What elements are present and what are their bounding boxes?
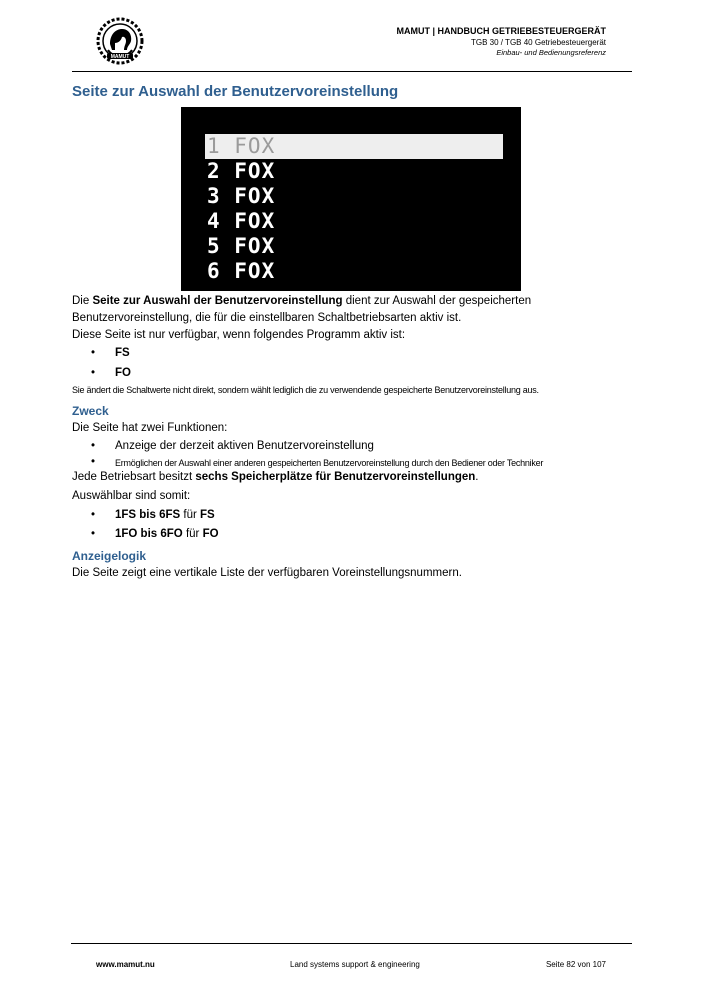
intro-paragraph-line2: Benutzervoreinstellung, die für die einstellbaren Schaltbetriebsarten aktiv ist.	[72, 312, 462, 324]
note-text: Sie ändert die Schaltwerte nicht direkt, sondern wählt lediglich die zu verwendende gespeicherte Benutzervoreinstellung aus.	[72, 385, 539, 395]
display-row: 3 FOX	[207, 184, 276, 208]
zweck-intro: Die Seite hat zwei Funktionen:	[72, 422, 228, 434]
mamut-logo	[94, 16, 146, 66]
section-heading-zweck: Zweck	[72, 404, 109, 418]
intro-paragraph: Die Seite zur Auswahl der Benutzervoreinstellung dient zur Auswahl der gespeicherten	[72, 295, 532, 307]
footer-divider	[71, 943, 632, 944]
header-divider	[72, 71, 632, 72]
availability-text: Diese Seite ist nur verfügbar, wenn folgendes Programm aktiv ist:	[72, 329, 406, 341]
header-title: MAMUT | HANDBUCH GETRIEBESTEUERGERÄT	[396, 26, 606, 36]
program-item: FS	[115, 347, 130, 359]
display-row: 4 FOX	[207, 209, 276, 233]
display-row: 6 FOX	[207, 259, 276, 283]
anzeigelogik-text: Die Seite zeigt eine vertikale Liste der verfügbaren Voreinstellungsnummern.	[72, 567, 462, 579]
display-screenshot	[181, 107, 521, 291]
footer-page-number: Seite 82 von 107	[545, 960, 606, 969]
selectable-intro: Auswählbar sind somit:	[72, 490, 191, 502]
preset-range-item: 1FS bis 6FS für FS	[115, 509, 215, 521]
program-item: FO	[115, 367, 131, 379]
function-item: Anzeige der derzeit aktiven Benutzervoreinstellung	[115, 440, 374, 452]
page-title: Seite zur Auswahl der Benutzervoreinstellung	[72, 83, 399, 100]
section-heading-anzeigelogik: Anzeigelogik	[72, 549, 147, 563]
display-row: 5 FOX	[207, 234, 276, 258]
storage-text: Jede Betriebsart besitzt sechs Speicherplätze für Benutzervoreinstellungen.	[72, 471, 479, 483]
bullet: •	[91, 528, 96, 540]
header-subtitle: TGB 30 / TGB 40 Getriebesteuergerät	[470, 38, 606, 47]
function-item: Ermöglichen der Auswahl einer anderen gespeicherten Benutzervoreinstellung durch den Bediener oder Techniker	[115, 458, 544, 468]
svg-text:MAMUT: MAMUT	[110, 54, 130, 60]
preset-range-item: 1FO bis 6FO für FO	[115, 528, 219, 540]
display-row-selected: 1 FOX	[205, 134, 503, 159]
bullet: •	[91, 367, 96, 379]
bullet: •	[91, 456, 96, 468]
footer-website: www.mamut.nu	[96, 960, 155, 969]
bullet: •	[91, 509, 96, 521]
footer-tagline: Land systems support & engineering	[290, 960, 420, 969]
bullet: •	[91, 440, 96, 452]
bullet: •	[91, 347, 96, 359]
display-row: 2 FOX	[207, 159, 276, 183]
header-reference: Einbau- und Bedienungsreferenz	[496, 48, 606, 57]
